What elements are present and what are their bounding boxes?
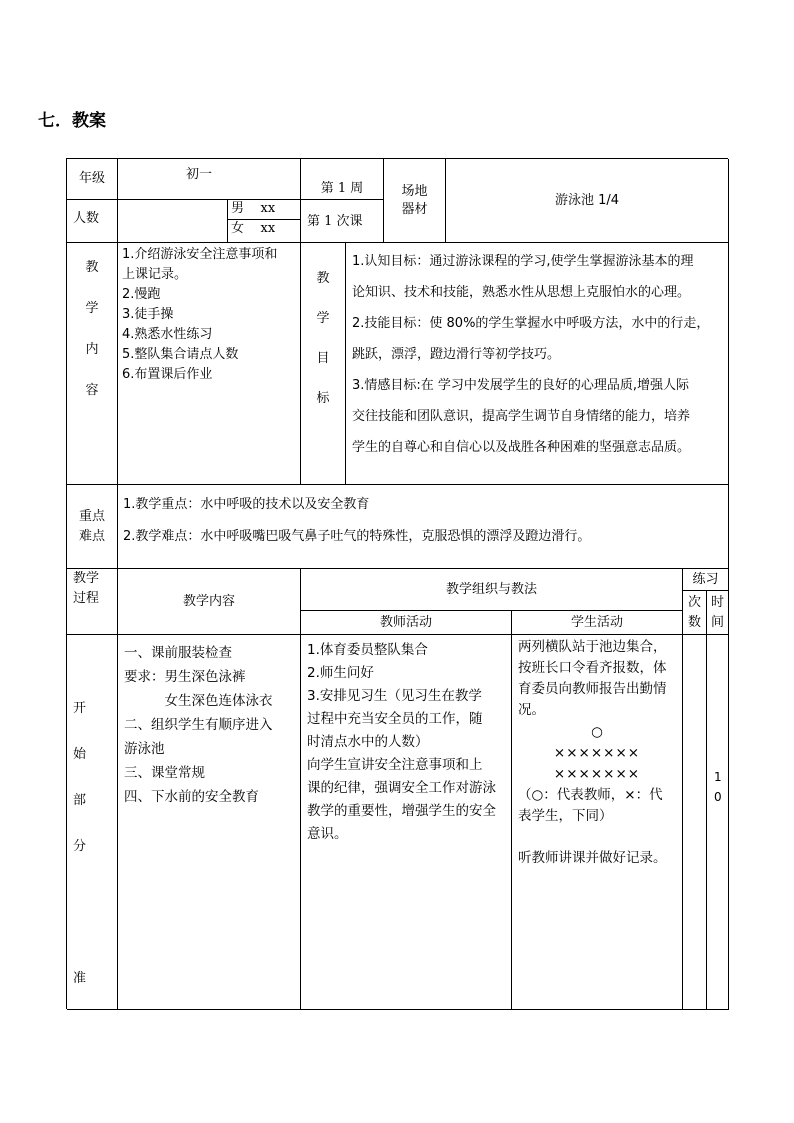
org-header: 教学组织与教法 xyxy=(301,569,683,611)
female-count: 女 xx xyxy=(228,220,301,243)
start-section-label: 开 始 部 分 准 xyxy=(67,635,118,1010)
content-header: 教学内容 xyxy=(118,569,301,635)
count-label: 人数 xyxy=(67,200,118,243)
start-student: 两列横队站于池边集合， 按班长口令看齐报数，体 育委员向教师报告出勤情 况。 ○ ××××××× ××××××× （○：代表教师，×：代 表学生，下同） 听教师讲课并做好记录。 xyxy=(512,635,683,1010)
content-label: 教 学 内 容 xyxy=(67,243,118,485)
venue-value: 游泳池 1/4 xyxy=(446,159,729,243)
start-teacher: 1.体育委员整队集合 2.师生问好 3.安排见习生（见习生在教学 过程中充当安全员的工作，随 时清点水中的人数） 向学生宣讲安全注意事项和上 课的纪律，强调安全工作对游泳 教学的重要性，增强学生的安全 意识。 xyxy=(301,635,512,1010)
formation-teacher: ○ xyxy=(591,724,603,740)
lesson-plan-table xyxy=(66,158,728,1009)
grade-value: 初一 xyxy=(118,159,301,200)
key-points-label: 重点 难点 xyxy=(67,485,118,569)
teacher-header: 教师活动 xyxy=(301,611,512,635)
times-header: 次 数 xyxy=(683,591,707,635)
content-list: 1.介绍游泳安全注意事项和 上课记录。 2.慢跑 3.徒手操 4.熟悉水性练习 5.整队集合请点人数 6.布置课后作业 xyxy=(118,243,301,485)
practice-header: 练习 xyxy=(683,569,729,591)
student-header: 学生活动 xyxy=(512,611,683,635)
page-heading: 七．教案 xyxy=(38,111,106,131)
grade-label: 年级 xyxy=(67,159,118,200)
male-count: 男 xx xyxy=(228,200,301,220)
start-duration: 1 0 xyxy=(707,635,729,1010)
key-points-text: 1.教学重点：水中呼吸的技术以及安全教育 2.教学难点：水中呼吸嘴巴吸气鼻子吐气的特殊性，克服恐惧的漂浮及蹬边滑行。 xyxy=(118,485,729,569)
formation-row: ××××××× xyxy=(553,745,641,761)
goals-text: 1.认知目标：通过游泳课程的学习,使学生掌握游泳基本的理 论知识、技术和技能，熟悉水性从思想上克服怕水的心理。 2.技能目标：使 80%的学生掌握水中呼吸方法，水中的行走， 跳跃，漂浮，蹬边滑行等初学技巧。 3.情感目标:在 学习中发展学生的良好的心理品质,增强人际 交往技能和团队意识，提高学生调节自身情绪的能力，培养 学生的自尊心和自信心以及战胜各种困难的坚强意志品质。 xyxy=(346,243,729,485)
start-content: 一、课前服装检查 要求：男生深色泳裤 女生深色连体泳衣 二、组织学生有顺序进入 游泳池 三、课堂常规 四、下水前的安全教育 xyxy=(118,635,301,1010)
count-empty xyxy=(118,200,228,243)
duration-header: 时 间 xyxy=(707,591,729,635)
process-label: 教学 过程 xyxy=(67,569,118,635)
formation-row: ××××××× xyxy=(553,766,641,782)
goal-label: 教 学 目 标 xyxy=(301,243,346,485)
lesson-number: 第 1 次课 xyxy=(301,200,384,243)
week-cell: 第 1 周 xyxy=(301,159,384,200)
venue-label: 场地 器材 xyxy=(384,159,446,243)
start-times xyxy=(683,635,707,1010)
